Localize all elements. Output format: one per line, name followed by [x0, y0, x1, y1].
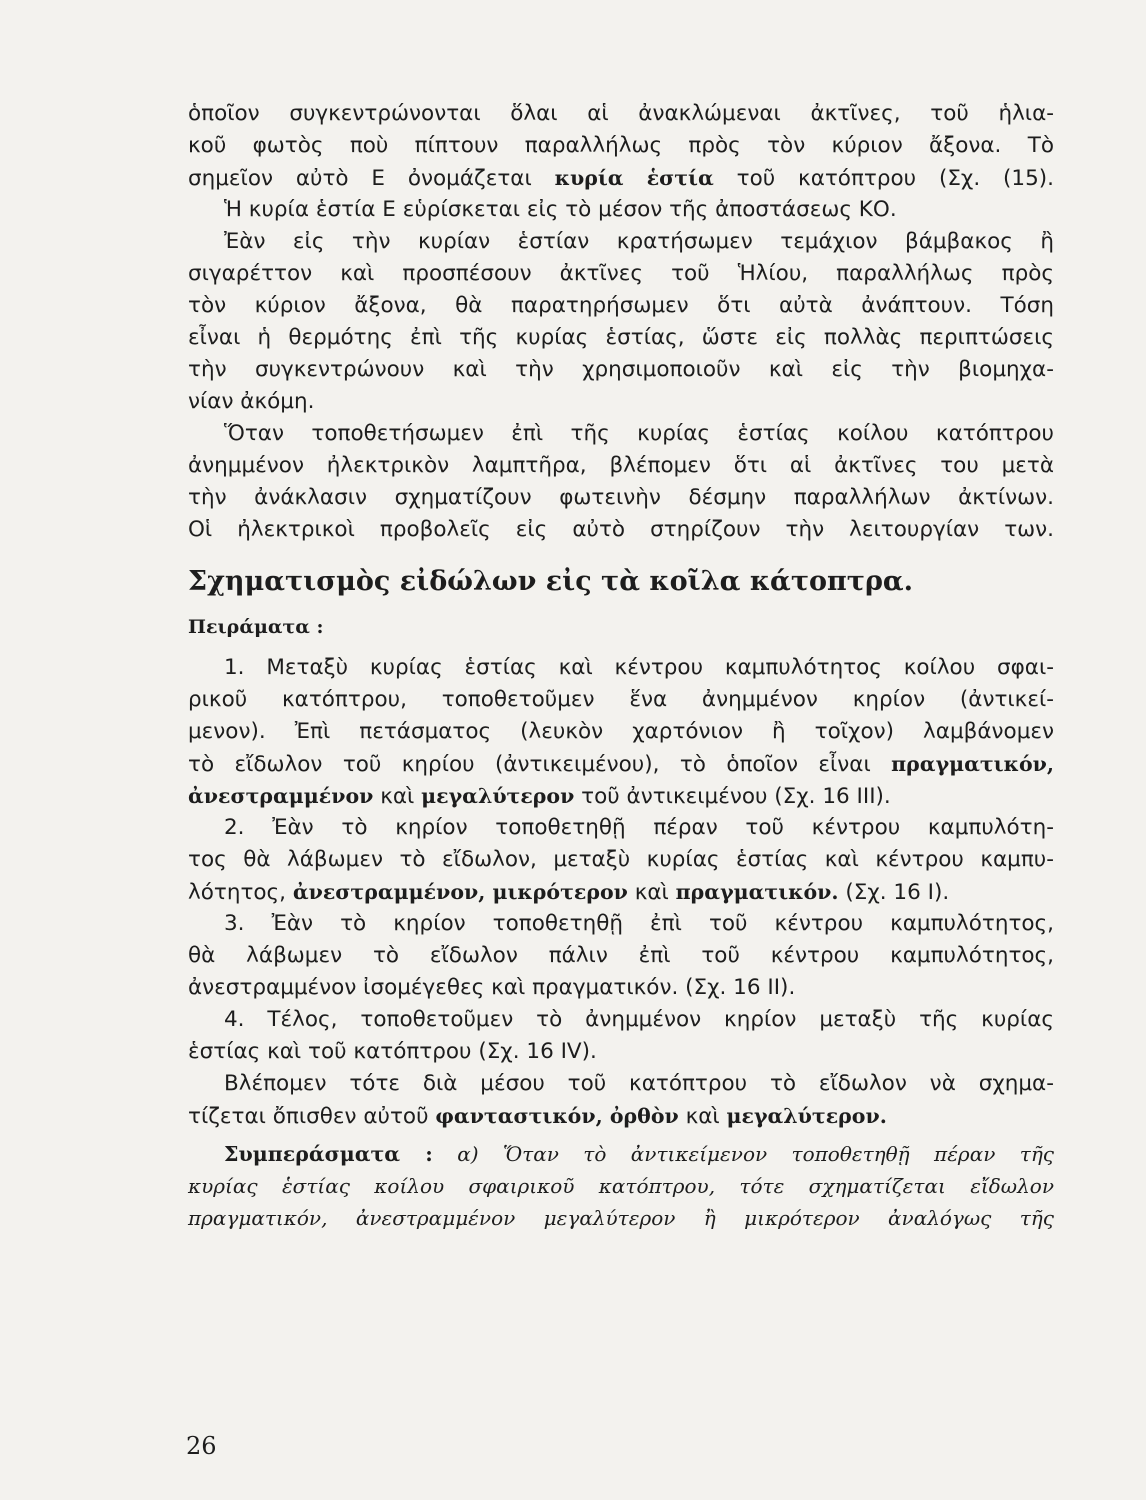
conclusions-paragraph — [188, 1138, 1054, 1234]
subheading-experiments: Πειράματα : — [188, 616, 324, 638]
section-heading: Σχηματισμὸς εἰδώλων εἰς τὰ κοῖλα κάτοπτρα. — [188, 566, 914, 597]
text-line: 3. Ἐὰν τὸ κηρίον τοποθετηθῇ ἐπὶ τοῦ κέντρου καμπυλότητος, — [224, 911, 1054, 936]
experiment-3 — [188, 908, 1054, 1004]
experiment-4 — [188, 1004, 1054, 1068]
text-line: κυρίας ἑστίας κοίλου σφαιρικοῦ κατόπτρου, τότε σχηματίζεται εἴδωλον — [188, 1174, 1054, 1198]
text-line: Βλέπομεν τότε διὰ μέσου τοῦ κατόπτρου τὸ εἴδωλον νὰ σχημα- — [224, 1071, 1054, 1096]
term-principal-focus: κυρία ἑστία — [554, 166, 714, 190]
text-line: Οἱ ἠλεκτρικοὶ προβολεῖς εἰς αὐτὸ στηρίζουν τὴν λειτουργίαν των. — [188, 517, 1054, 542]
text-line: ἀνεστραμμένον καὶ μεγαλύτερον τοῦ ἀντικειμένου (Σχ. 16 III). — [188, 784, 891, 809]
text-line: τίζεται ὄπισθεν αὐτοῦ φανταστικόν, ὀρθὸν καὶ μεγαλύτερον. — [188, 1104, 887, 1129]
experiment-2 — [188, 812, 1054, 908]
result-paragraph — [188, 1068, 1054, 1132]
text-line: νίαν ἀκόμη. — [188, 389, 315, 414]
page-body — [188, 98, 1054, 1234]
paragraph-heat-at-focus — [188, 226, 1054, 418]
text-line: 1. Μεταξὺ κυρίας ἑστίας καὶ κέντρου καμπυλότητος κοίλου σφαι- — [224, 655, 1054, 680]
text-line: Ὅταν τοποθετήσωμεν ἐπὶ τῆς κυρίας ἑστίας κοίλου κατόπτρου — [224, 421, 1054, 446]
text-line: σιγαρέττον καὶ προσπέσουν ἀκτῖνες τοῦ Ἡλίου, παραλλήλως πρὸς — [188, 261, 1054, 286]
page-number: 26 — [186, 1432, 217, 1460]
text-line: 4. Τέλος, τοποθετοῦμεν τὸ ἀνημμένον κηρίον μεταξὺ τῆς κυρίας — [224, 1007, 1054, 1032]
text-line: Ἡ κυρία ἑστία Ε εὑρίσκεται εἰς τὸ μέσον τῆς ἀποστάσεως ΚΟ. — [224, 197, 897, 222]
text-line: τος θὰ λάβωμεν τὸ εἴδωλον, μεταξὺ κυρίας ἑστίας καὶ κέντρου καμπυ- — [188, 847, 1054, 872]
text-line: μενον). Ἐπὶ πετάσματος (λευκὸν χαρτόνιον ἢ τοῖχον) λαμβάνομεν — [188, 719, 1054, 744]
text-line: τὴν ἀνάκλασιν σχηματίζουν φωτεινὴν δέσμην παραλλήλων ἀκτίνων. — [188, 485, 1054, 510]
text-line: ἑστίας καὶ τοῦ κατόπτρου (Σχ. 16 IV). — [188, 1039, 597, 1064]
text-line: σημεῖον αὐτὸ Ε ὀνομάζεται κυρία ἑστία τοῦ κατόπτρου (Σχ. (15). — [188, 166, 1055, 191]
text-line: τὸν κύριον ἄξονα, θὰ παρατηρήσωμεν ὅτι αὐτὰ ἀνάπτουν. Τόση — [188, 293, 1054, 318]
text-line: πραγματικόν, ἀνεστραμμένον μεγαλύτερον ἢ μικρότερον ἀναλόγως τῆς — [188, 1206, 1054, 1230]
text-line: ὁποῖον συγκεντρώνονται ὅλαι αἱ ἀνακλώμεναι ἀκτῖνες, τοῦ ἡλια- — [188, 101, 1054, 126]
text-line: κοῦ φωτὸς ποὺ πίπτουν παραλλήλως πρὸς τὸν κύριον ἄξονα. Τὸ — [188, 133, 1054, 158]
conclusions-label: Συμπεράσματα : — [224, 1142, 433, 1166]
text-line: Συμπεράσματα : α) Ὅταν τὸ ἀντικείμενον τοποθετηθῇ πέραν τῆς — [224, 1142, 1054, 1166]
text-line: ἀνημμένον ἠλεκτρικὸν λαμπτῆρα, βλέπομεν ὅτι αἱ ἀκτῖνες του μετὰ — [188, 453, 1054, 478]
text-line: 2. Ἐὰν τὸ κηρίον τοποθετηθῇ πέραν τοῦ κέντρου καμπυλότη- — [224, 815, 1054, 840]
text-line: ρικοῦ κατόπτρου, τοποθετοῦμεν ἕνα ἀνημμένον κηρίον (ἀντικεί- — [188, 687, 1054, 712]
text-line: εἶναι ἡ θερμότης ἐπὶ τῆς κυρίας ἑστίας, ὥστε εἰς πολλὰς περιπτώσεις — [188, 325, 1054, 350]
paragraph-lamp-at-focus — [188, 418, 1054, 546]
text-line: λότητος, ἀνεστραμμένον, μικρότερον καὶ πραγματικόν. (Σχ. 16 I). — [188, 880, 950, 905]
text-line: τὸ εἴδωλον τοῦ κηρίου (ἀντικειμένου), τὸ ὁποῖον εἶναι πραγματικόν, — [188, 752, 1054, 777]
paragraph-focus-definition — [188, 98, 1054, 226]
text-line: ἀνεστραμμένον ἰσομέγεθες καὶ πραγματικόν. (Σχ. 16 II). — [188, 975, 796, 1000]
experiment-1 — [188, 652, 1054, 812]
text-line: θὰ λάβωμεν τὸ εἴδωλον πάλιν ἐπὶ τοῦ κέντρου καμπυλότητος, — [188, 943, 1054, 968]
text-line: τὴν συγκεντρώνουν καὶ τὴν χρησιμοποιοῦν καὶ εἰς τὴν βιομηχα- — [188, 357, 1054, 382]
text-line: Ἐὰν εἰς τὴν κυρίαν ἑστίαν κρατήσωμεν τεμάχιον βάμβακος ἢ — [224, 229, 1054, 254]
